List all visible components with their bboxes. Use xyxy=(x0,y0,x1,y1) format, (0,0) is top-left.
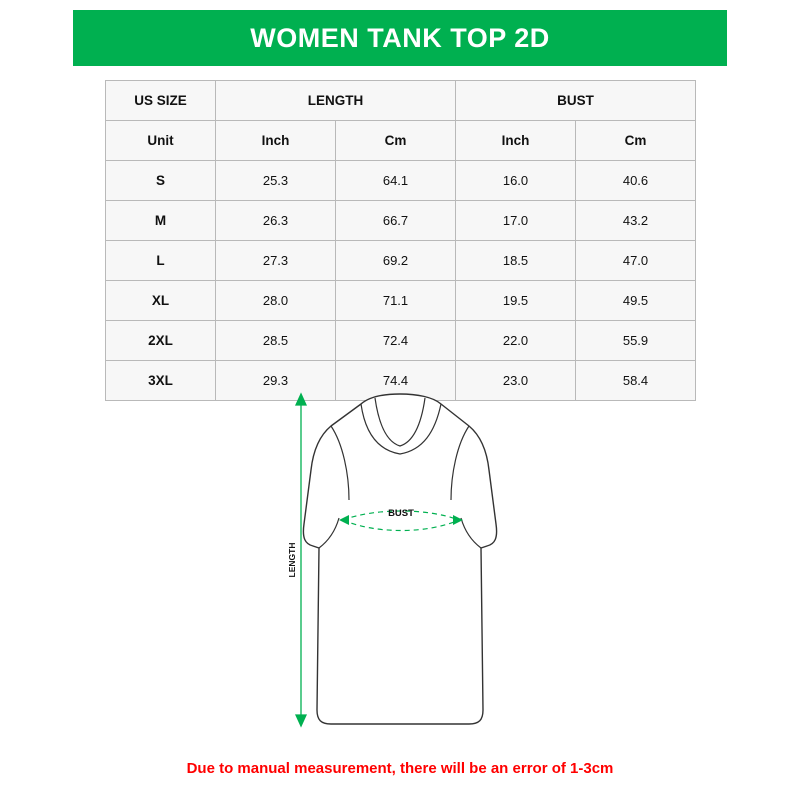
row-length-inch: 27.3 xyxy=(216,241,336,281)
row-bust-inch: 22.0 xyxy=(456,321,576,361)
unit-bust-cm: Cm xyxy=(576,121,696,161)
row-bust-cm: 55.9 xyxy=(576,321,696,361)
row-bust-cm: 40.6 xyxy=(576,161,696,201)
table-row xyxy=(106,161,696,201)
row-length-inch: 25.3 xyxy=(216,161,336,201)
header-bust: BUST xyxy=(456,81,696,121)
header-banner xyxy=(73,10,727,66)
row-size: L xyxy=(106,241,216,281)
row-size: M xyxy=(106,201,216,241)
measurement-disclaimer: Due to manual measurement, there will be an error of 1-3cm xyxy=(186,760,614,777)
row-bust-inch: 17.0 xyxy=(456,201,576,241)
row-length-inch: 26.3 xyxy=(216,201,336,241)
unit-bust-inch: Inch xyxy=(456,121,576,161)
header-length: LENGTH xyxy=(216,81,456,121)
row-length-cm: 66.7 xyxy=(336,201,456,241)
row-bust-inch: 16.0 xyxy=(456,161,576,201)
page-title: WOMEN TANK TOP 2D xyxy=(250,22,550,53)
row-size: 2XL xyxy=(106,321,216,361)
table-row xyxy=(106,241,696,281)
row-size: S xyxy=(106,161,216,201)
row-length-cm: 71.1 xyxy=(336,281,456,321)
row-bust-cm: 43.2 xyxy=(576,201,696,241)
bust-label: BUST xyxy=(388,508,414,519)
row-length-cm: 74.4 xyxy=(336,361,456,401)
row-bust-inch: 19.5 xyxy=(456,281,576,321)
row-size: XL xyxy=(106,281,216,321)
table-row xyxy=(106,201,696,241)
row-bust-cm: 58.4 xyxy=(576,361,696,401)
row-length-cm: 72.4 xyxy=(336,321,456,361)
row-length-cm: 64.1 xyxy=(336,161,456,201)
unit-length-inch: Inch xyxy=(216,121,336,161)
table-row xyxy=(106,321,696,361)
length-label: LENGTH xyxy=(287,542,297,578)
header-us-size: US SIZE xyxy=(106,81,216,121)
row-size: 3XL xyxy=(106,361,216,401)
table-group-header-row xyxy=(106,81,696,121)
table-row xyxy=(106,281,696,321)
garment-illustration xyxy=(265,392,565,737)
row-bust-cm: 47.0 xyxy=(576,241,696,281)
row-length-cm: 69.2 xyxy=(336,241,456,281)
row-bust-inch: 23.0 xyxy=(456,361,576,401)
row-length-inch: 28.5 xyxy=(216,321,336,361)
unit-length-cm: Cm xyxy=(336,121,456,161)
row-length-inch: 29.3 xyxy=(216,361,336,401)
unit-label: Unit xyxy=(106,121,216,161)
row-bust-inch: 18.5 xyxy=(456,241,576,281)
table-unit-row xyxy=(106,121,696,161)
size-table xyxy=(105,80,696,401)
row-bust-cm: 49.5 xyxy=(576,281,696,321)
row-length-inch: 28.0 xyxy=(216,281,336,321)
